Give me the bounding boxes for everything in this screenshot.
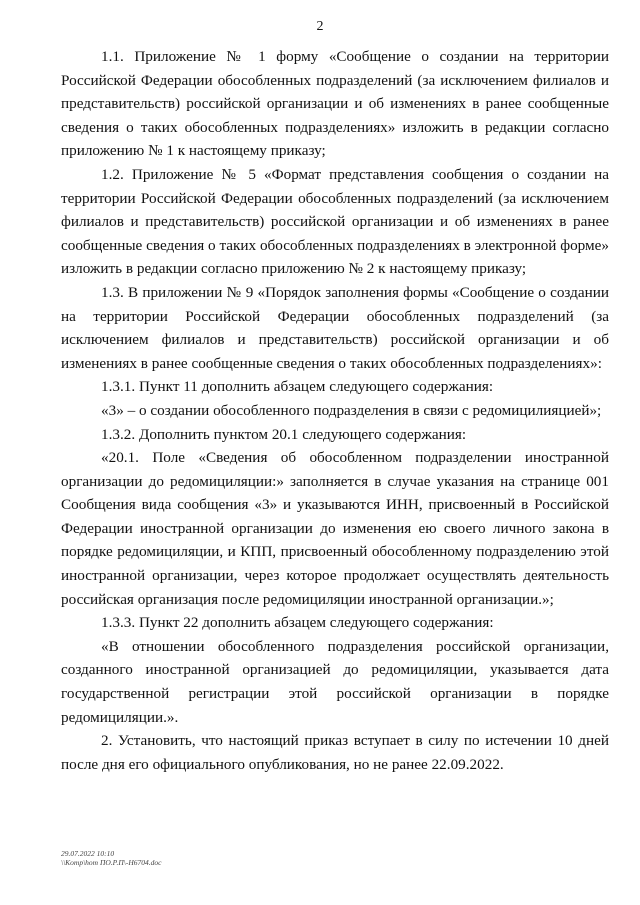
paragraph-1-1: 1.1. Приложение № 1 форму «Сообщение о создании на территории Российской Федерации обособленных подразделений (за исключением филиалов и представительств) российской организации и об изменениях в ранее сообщенные сведения о таких обособленных подразделениях» изложить в редакции согласно приложению № 1 к настоящему приказу; — [61, 48, 609, 160]
paragraph-1-2: 1.2. Приложение № 5 «Формат представления сообщения о создании на территории Российской Федерации обособленных подразделений (за исключением филиалов и представительств) российской организации и об изменениях в ранее сообщенные сведения о таких обособленных подразделениях в электронной форме» изложить в редакции согласно приложению № 2 к настоящему приказу; — [61, 165, 609, 278]
paragraph-1-3-2: 1.3.2. Дополнить пунктом 20.1 следующего содержания: — [101, 425, 467, 443]
paragraph-1-3-1-text: «3» – о создании обособленного подразделения в связи с редомицилияцией»; — [101, 401, 602, 419]
paragraph-20-1-text: «20.1. Поле «Сведения об обособленном подразделении иностранной организации до редомициляции:» заполняется в случае указания на странице 001 Сообщения вида сообщения «3» и указываются ИНН, присвоенный в Российской Федерации иностранной организации до изменения ею своего личного закона в порядке редомициляции, и КПП, присвоенный обособленному подразделению этой иностранной организации, через которое продолжает осуществлять деятельность российская организация после редомициляции иностранной организации.»; — [61, 449, 609, 608]
footer-file-path: \\Komp\hom ПО.Р.П\-Н6704.doc — [61, 858, 162, 867]
paragraph-1-3-3: 1.3.3. Пункт 22 дополнить абзацем следующего содержания: — [101, 614, 494, 632]
footer-timestamp: 29.07.2022 10:10 — [61, 849, 115, 858]
paragraph-1-3-3-text: «В отношении обособленного подразделения российской организации, созданного иностранной организацией до редомициляции, указывается дата государственной регистрации этой российской организации в порядке редомициляции.». — [61, 637, 609, 726]
paragraph-2: 2. Установить, что настоящий приказ вступает в силу по истечении 10 дней после дня его официального опубликования, но не ранее 22.09.2022. — [61, 732, 609, 773]
paragraph-1-3: 1.3. В приложении № 9 «Порядок заполнения формы «Сообщение о создании на территории Российской Федерации обособленных подразделений (за исключением филиалов и представительств) российской организации и об изменениях в ранее сообщенные сведения о таких обособленных подразделениях»: — [61, 283, 609, 372]
paragraph-1-3-1: 1.3.1. Пункт 11 дополнить абзацем следующего содержания: — [101, 378, 494, 396]
file-footer — [61, 849, 162, 867]
page-number: 2 — [316, 19, 324, 34]
document-body — [61, 45, 609, 776]
